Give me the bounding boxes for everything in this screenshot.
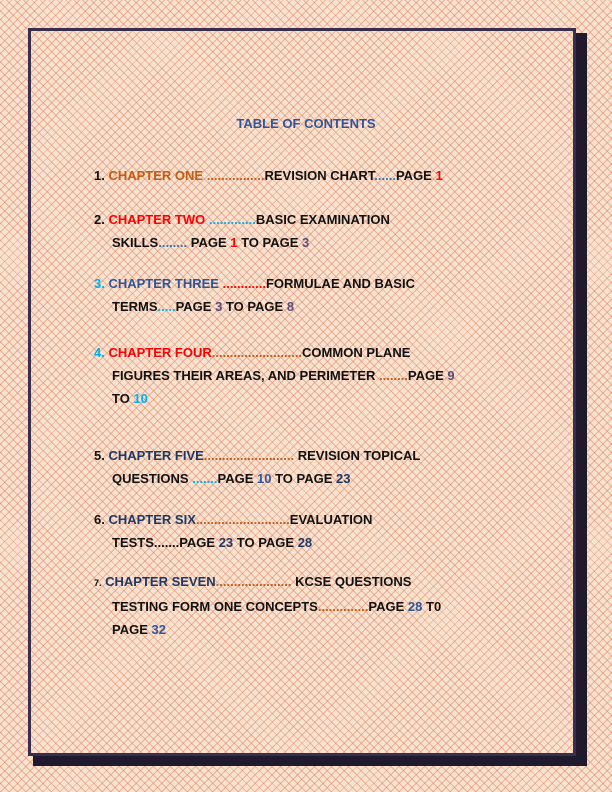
page-number: 3 <box>302 235 310 250</box>
toc-entry-6 <box>94 508 544 554</box>
chapter-name: CHAPTER SEVEN <box>105 574 216 589</box>
chapter-description: REVISION TOPICAL <box>297 448 421 463</box>
page-range-to: TO PAGE <box>271 471 336 486</box>
leader-dots: ........ <box>379 368 408 383</box>
toc-entry-3 <box>94 272 544 318</box>
toc-entry-4 <box>94 341 544 410</box>
leader-dots: .......................... <box>195 512 290 527</box>
leader-dots: ........ <box>158 235 188 250</box>
page-range-to: TO PAGE <box>222 299 287 314</box>
chapter-name: CHAPTER ONE <box>108 168 204 183</box>
entry-number: 4. <box>94 345 105 360</box>
leader-dots: ....... <box>153 535 180 550</box>
chapter-description: SKILLS <box>112 235 159 250</box>
toc-entry-5 <box>94 444 544 490</box>
page-label: PAGE <box>179 535 219 550</box>
page-number: 23 <box>218 535 234 550</box>
chapter-description: FIGURES THEIR AREAS, AND PERIMETER <box>112 368 380 383</box>
leader-dots: ..................... <box>215 574 296 589</box>
page-number: 8 <box>286 299 295 314</box>
page-range-to: T0 <box>422 599 442 614</box>
chapter-description: TESTS <box>112 535 154 550</box>
chapter-name: CHAPTER THREE <box>108 276 219 291</box>
page-range-to: TO <box>112 391 134 406</box>
chapter-description: BASIC EXAMINATION <box>255 212 390 227</box>
chapter-description: EVALUATION <box>289 512 373 527</box>
chapter-name: CHAPTER FOUR <box>108 345 212 360</box>
page-number: 9 <box>447 368 455 383</box>
chapter-description: REVISION CHART <box>264 168 375 183</box>
page-label: PAGE <box>175 299 216 314</box>
page-label: PAGE <box>187 235 231 250</box>
leader-dots: .............. <box>317 599 369 614</box>
entry-number: 7. <box>94 578 102 588</box>
page-label: PAGE <box>407 368 448 383</box>
entry-number: 5. <box>94 448 105 463</box>
chapter-description: TERMS <box>112 299 158 314</box>
page-number: 23 <box>335 471 351 486</box>
page-range-to: TO PAGE <box>233 535 298 550</box>
toc-entry-1 <box>94 164 544 187</box>
page-number: 3 <box>215 299 223 314</box>
page-label: PAGE <box>217 471 257 486</box>
entry-number: 2. <box>94 212 105 227</box>
toc-entry-2 <box>94 208 544 254</box>
entry-number: 3. <box>94 276 105 291</box>
chapter-description: QUESTIONS <box>112 471 193 486</box>
page-range-to: TO PAGE <box>237 235 303 250</box>
leader-dots: ................ <box>203 168 265 183</box>
toc-title: TABLE OF CONTENTS <box>236 116 376 131</box>
page-number: 10 <box>133 391 148 406</box>
leader-dots: ............. <box>205 212 256 227</box>
chapter-name: CHAPTER SIX <box>108 512 196 527</box>
leader-dots: ............ <box>218 276 266 291</box>
page-number: 32 <box>151 622 166 637</box>
leader-dots: ..... <box>157 299 176 314</box>
page-label: PAGE <box>395 168 436 183</box>
chapter-description: TESTING FORM ONE CONCEPTS <box>112 599 318 614</box>
page-label: PAGE <box>112 622 152 637</box>
toc-entry-7 <box>94 570 544 641</box>
page-number: 28 <box>407 599 423 614</box>
leader-dots: ......................... <box>203 448 298 463</box>
page-number: 28 <box>297 535 313 550</box>
page-number: 1 <box>230 235 238 250</box>
chapter-name: CHAPTER FIVE <box>108 448 204 463</box>
chapter-description: FORMULAE AND BASIC <box>265 276 415 291</box>
leader-dots: ...... <box>374 168 396 183</box>
leader-dots: ......................... <box>211 345 303 360</box>
page-label: PAGE <box>368 599 408 614</box>
entry-number: 6. <box>94 512 105 527</box>
chapter-name: CHAPTER TWO <box>108 212 206 227</box>
entry-number: 1. <box>94 168 105 183</box>
chapter-description: COMMON PLANE <box>302 345 411 360</box>
page-number: 1 <box>435 168 443 183</box>
chapter-description: KCSE QUESTIONS <box>295 574 412 589</box>
leader-dots: ....... <box>192 471 218 486</box>
page-number: 10 <box>256 471 272 486</box>
